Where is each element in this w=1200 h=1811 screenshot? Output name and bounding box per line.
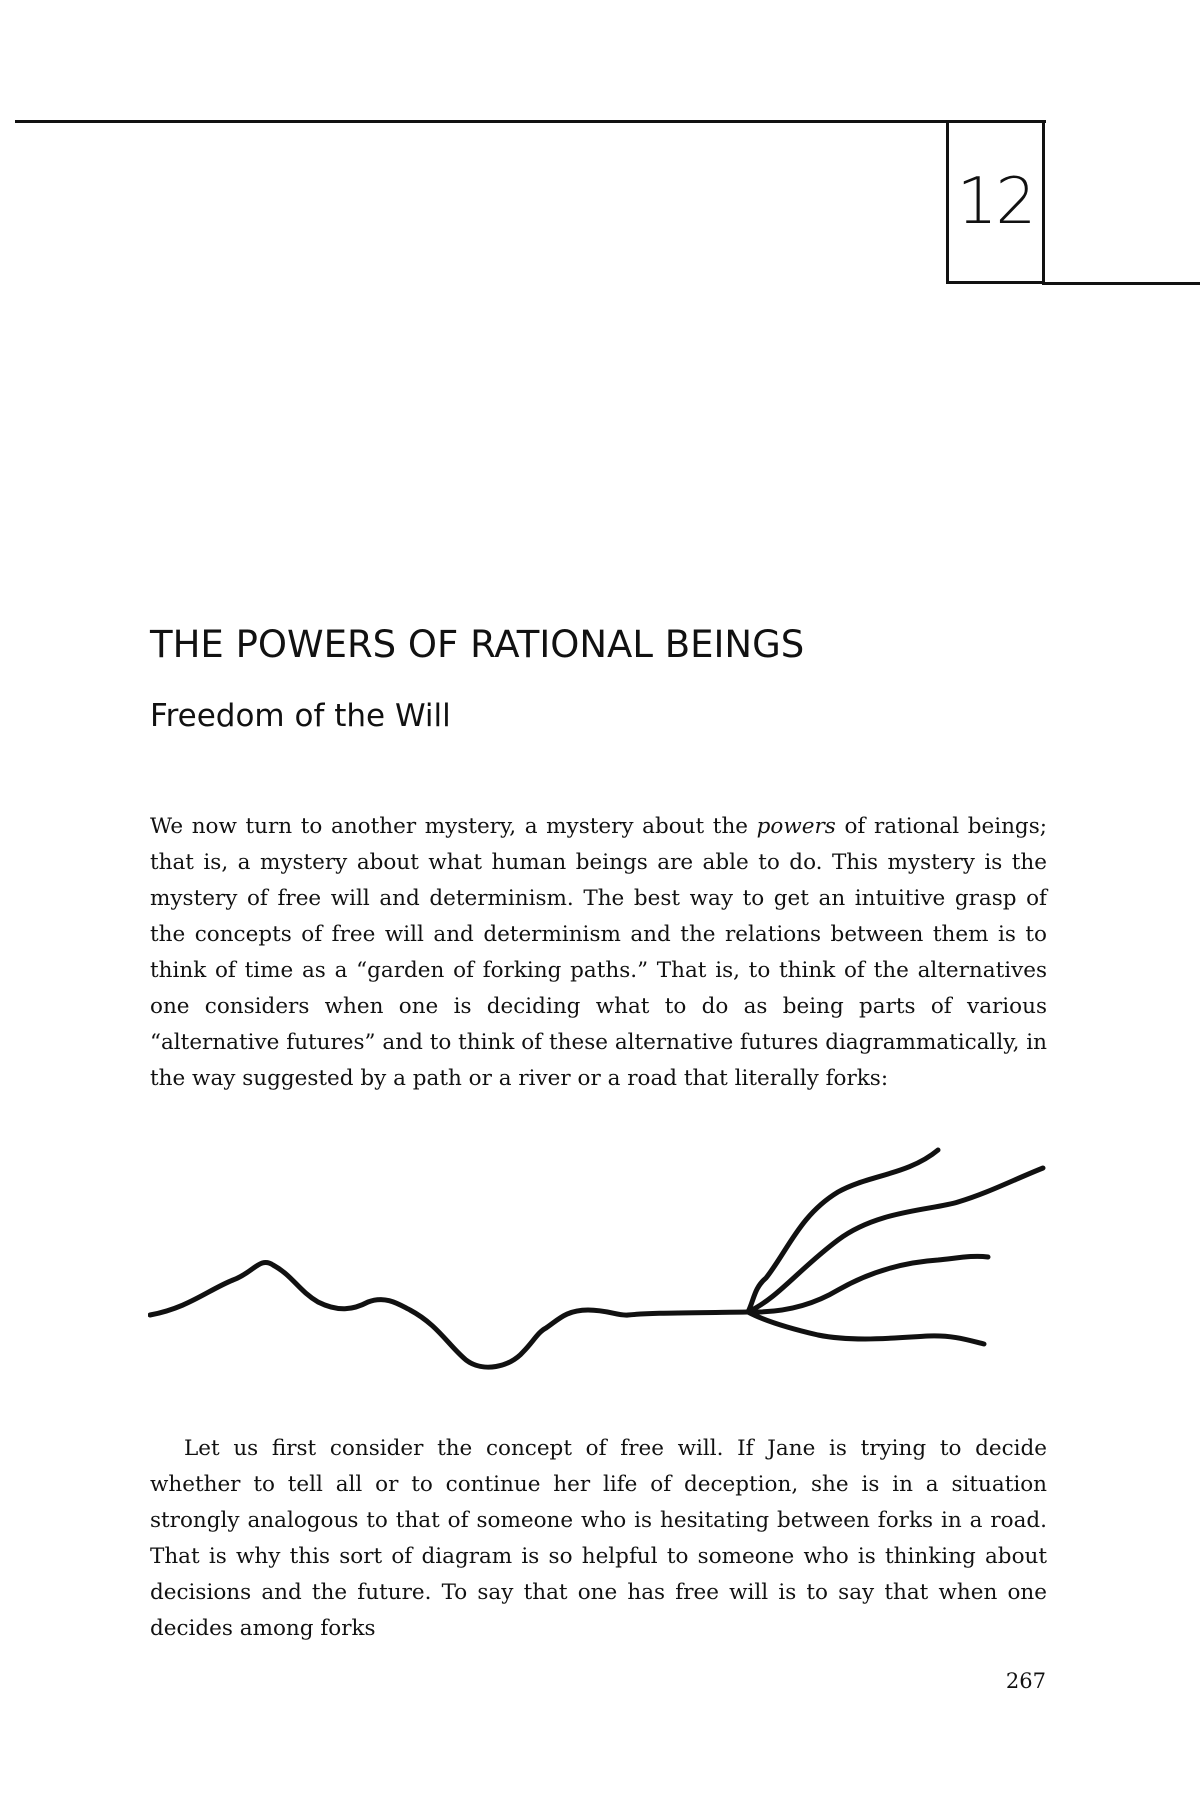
page-number: 267 [1005,1669,1046,1693]
fork-branch-4 [748,1312,984,1344]
emphasized-word: powers [756,814,836,839]
body-paragraph-1 [150,809,1047,1097]
chapter-subtitle: Freedom of the Will [150,698,451,734]
chapter-header-rule [15,120,1046,123]
forking-paths-diagram [148,1130,1048,1380]
paragraph-text-before-emphasis: We now turn to another mystery, a mystery about the [150,814,757,839]
chapter-header-tail-rule [1042,282,1200,285]
main-path-line [150,1262,748,1367]
chapter-number: 12 [956,165,1035,239]
paragraph-text-after-emphasis: of rational beings; that is, a mystery about what human beings are able to do. This mystery is the mystery of free will and determinism. The best way to get an intuitive grasp of the concepts of free will and determinism and the relations between them is to think of time as a “garden of forking paths.” That is, to think of the alternatives one considers when one is deciding what to do as being parts of various “alternative futures” and to think of these alternative futures diagrammatically, in the way suggested by a path or a river or a road that literally forks: [150,814,1047,1091]
body-paragraph-2: Let us first consider the concept of free will. If Jane is trying to decide whether to tell all or to continue her life of deception, she is in a situation strongly analogous to that of someone who is hesitating between forks in a road. That is why this sort of diagram is so helpful to someone who is thinking about decisions and the future. To say that one has free will is to say that when one decides among forks [150,1436,1047,1641]
chapter-title: THE POWERS OF RATIONAL BEINGS [150,623,805,666]
